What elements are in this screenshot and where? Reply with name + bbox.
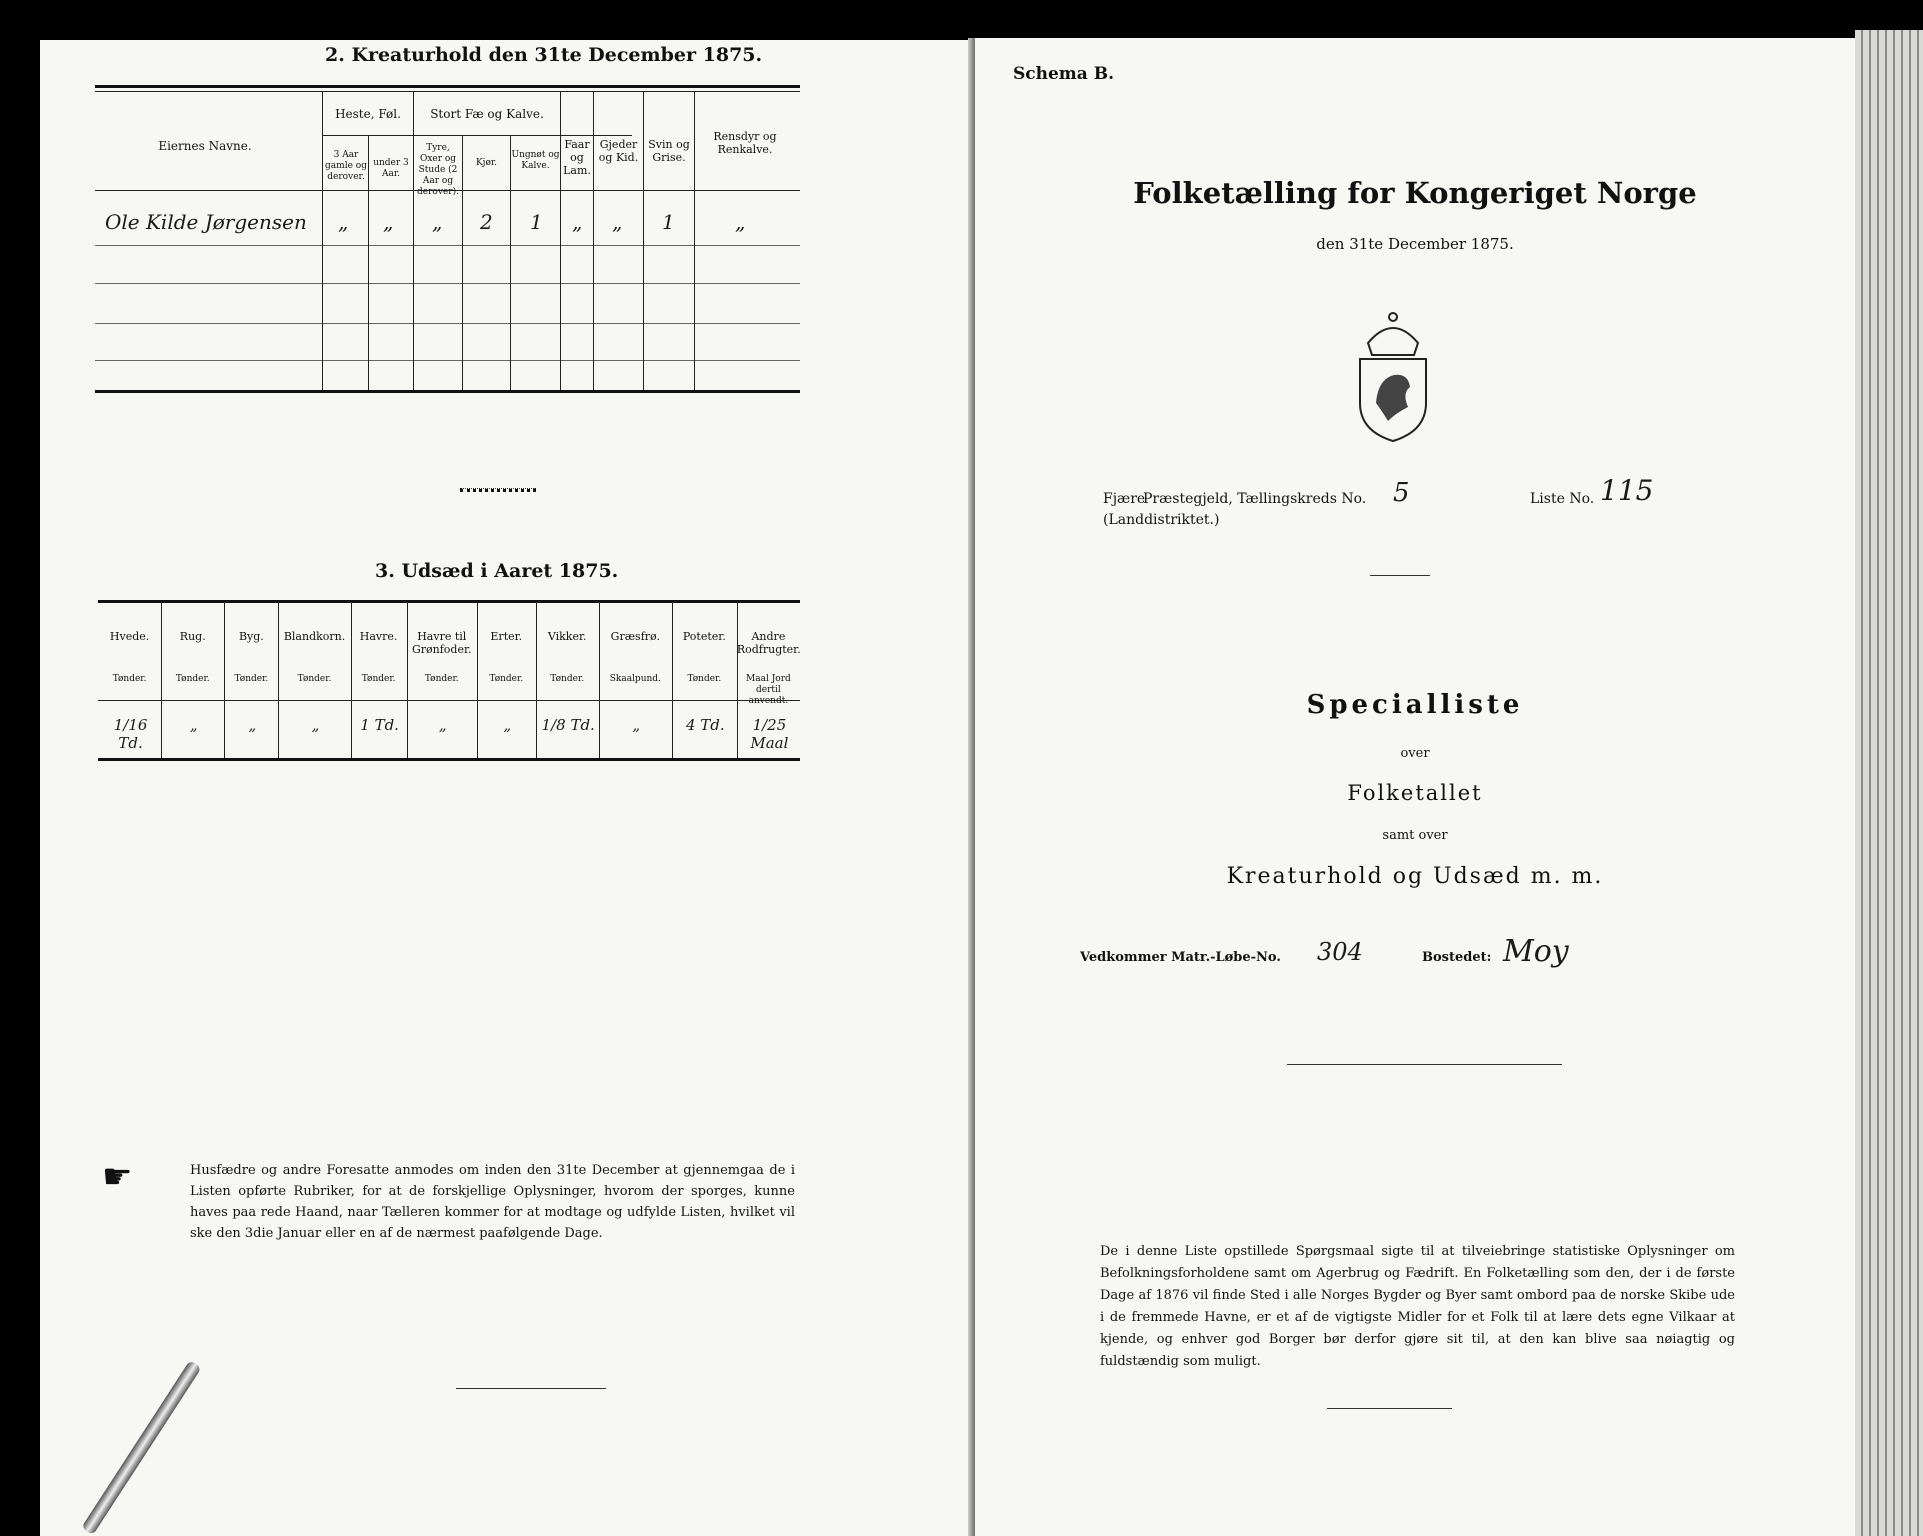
- col-line: [510, 136, 511, 390]
- seed-unit: Skaalpund.: [609, 674, 661, 684]
- seed-value: „: [248, 716, 257, 734]
- district-label: (Landdistriktet.): [1103, 512, 1220, 528]
- seed-header: Poteter.: [682, 630, 726, 643]
- livestock-value: „: [572, 210, 583, 234]
- parish-name: Fjære: [1103, 491, 1146, 507]
- matr-label: Vedkommer Matr.-Løbe-No.: [1080, 950, 1281, 965]
- kreaturhold-text: Kreaturhold og Udsæd m. m.: [1226, 864, 1604, 889]
- over-text: over: [1400, 746, 1430, 761]
- bottom-rule: [1327, 1408, 1452, 1409]
- seed-header: Havre til Grønfoder.: [411, 630, 472, 656]
- list-label: Liste No.: [1530, 491, 1595, 507]
- seed-value: 1 Td.: [360, 716, 399, 734]
- horses-sub1: 3 Aar gamle og derover.: [325, 150, 367, 182]
- seed-value: „: [311, 716, 320, 734]
- seed-title: 3. Udsæd i Aaret 1875.: [375, 560, 619, 582]
- livestock-value: „: [383, 210, 394, 234]
- seed-value: 1/8 Td.: [541, 716, 595, 734]
- cattle-header: Stort Fæ og Kalve.: [430, 107, 544, 121]
- horses-header: Heste, Føl.: [335, 107, 401, 121]
- seed-header: Andre Rodfrugter.: [736, 630, 801, 656]
- coat-of-arms-icon: [1348, 303, 1438, 443]
- list-number: 115: [1600, 474, 1654, 507]
- col-line: [560, 92, 561, 390]
- pen-icon: [81, 1360, 202, 1535]
- livestock-value: „: [735, 210, 746, 234]
- schema-label: Schema B.: [1013, 64, 1115, 84]
- livestock-value: 1: [662, 210, 675, 234]
- special-title: Specialliste: [1306, 690, 1524, 720]
- pigs-header: Svin og Grise.: [648, 138, 690, 164]
- parish-label: Præstegjeld, Tællingskreds No.: [1143, 491, 1367, 507]
- seed-header: Byg.: [238, 630, 264, 643]
- seed-header: Hvede.: [109, 630, 150, 643]
- livestock-value: 1: [530, 210, 543, 234]
- folketallet: Folketallet: [1347, 781, 1483, 805]
- notice-text: Husfædre og andre Foresatte anmodes om inden den 31te December at gjennemgaa de i Listen opførte Rubriker, for at de forskjellige Oplysninger, hvorom der sporges, kunne haves paa rede Haand, naar Tælleren kommer for at modtage og udfylde Listen, hvilket vil ske den 3die Januar eller en af de nærmest paafølgende Dage.: [190, 1163, 795, 1241]
- seed-value: „: [438, 716, 447, 734]
- cattle-sub2: Kjør.: [475, 158, 498, 168]
- seed-unit: Tønder.: [175, 674, 210, 684]
- seed-unit: Tønder.: [424, 674, 459, 684]
- seed-unit: Tønder.: [297, 674, 332, 684]
- livestock-value: „: [432, 210, 443, 234]
- separator: [460, 488, 536, 492]
- bosted-value: Moy: [1503, 934, 1569, 969]
- col-line: [643, 92, 644, 390]
- seed-top-rule: [98, 600, 800, 603]
- main-title: Folketælling for Kongeriget Norge: [1133, 176, 1697, 210]
- owner-header: Eiernes Navne.: [158, 139, 252, 153]
- cattle-sub3: Ungnøt og Kalve.: [511, 150, 560, 171]
- sheep-header: Faar og Lam.: [563, 138, 591, 177]
- seed-header: Erter.: [490, 630, 523, 643]
- col-line: [462, 136, 463, 390]
- seed-value: 1/25 Maal: [750, 716, 789, 752]
- seed-bottom-rule: [98, 758, 800, 761]
- seed-unit: Tønder.: [687, 674, 722, 684]
- seed-unit: Tønder.: [112, 674, 147, 684]
- col-line: [413, 92, 414, 390]
- district-number: 5: [1393, 478, 1410, 508]
- page-edges: [1855, 30, 1923, 1536]
- seed-unit: Tønder.: [489, 674, 524, 684]
- col-line: [322, 92, 323, 390]
- seed-header: Havre.: [359, 630, 398, 643]
- horses-sub2: under 3 Aar.: [373, 158, 409, 179]
- seed-value: 4 Td.: [685, 716, 725, 734]
- goats-header: Gjeder og Kid.: [598, 138, 639, 164]
- livestock-value: „: [612, 210, 623, 234]
- matr-number: 304: [1317, 938, 1363, 966]
- separator: [1287, 1064, 1562, 1065]
- seed-value: „: [503, 716, 512, 734]
- right-page: [975, 38, 1855, 1536]
- bottom-rule: [456, 1388, 606, 1389]
- reindeer-header: Rensdyr og Renkalve.: [713, 130, 777, 156]
- seed-unit: Tønder.: [550, 674, 585, 684]
- col-line: [593, 92, 594, 390]
- livestock-value: 2: [480, 210, 493, 234]
- seed-value: 1/16 Td.: [113, 716, 148, 752]
- seed-header: Rug.: [179, 630, 206, 643]
- separator: [1370, 575, 1430, 576]
- pointing-hand-icon: ☛: [102, 1157, 133, 1197]
- seed-value: „: [632, 716, 641, 734]
- seed-value: „: [189, 716, 198, 734]
- seed-unit: Maal Jord dertil anvendt.: [746, 674, 791, 706]
- livestock-top-rule: [95, 85, 800, 88]
- info-text: De i denne Liste opstillede Spørgsmaal sigte til at tilveiebringe statistiske Oplysninger om Befolkningsforholdene samt om Agerbrug og Fædrift. En Folketælling som den, der i de første Dage af 1876 vil finde Sted i alle Norges Bygder og Byer samt ombord paa de norske Skibe ude i de fremmede Havne, er et af de vigtigste Midler for et Folk til at lære dets egne Vilkaar at kjende, og enhver god Borger bør derfor gjøre sit til, at den kan blive saa nøiagtig og fuldstændig som muligt.: [1100, 1244, 1735, 1369]
- bosted-label: Bostedet:: [1422, 950, 1492, 965]
- seed-header-rule: [98, 700, 800, 701]
- cattle-sub1: Tyre, Oxer og Stude (2 Aar og derover).: [417, 143, 459, 197]
- census-date: den 31te December 1875.: [1316, 235, 1514, 253]
- seed-unit: Tønder.: [361, 674, 396, 684]
- seed-header: Græsfrø.: [610, 630, 660, 643]
- livestock-title: 2. Kreaturhold den 31te December 1875.: [325, 44, 763, 66]
- left-page: [40, 40, 980, 1536]
- seed-unit: Tønder.: [234, 674, 269, 684]
- livestock-bottom-rule: [95, 390, 800, 393]
- livestock-value: „: [338, 210, 349, 234]
- owner-name: Ole Kilde Jørgensen: [105, 210, 307, 234]
- seed-header: Vikker.: [547, 630, 587, 643]
- seed-header: Blandkorn.: [283, 630, 346, 643]
- samt-over: samt over: [1382, 828, 1448, 843]
